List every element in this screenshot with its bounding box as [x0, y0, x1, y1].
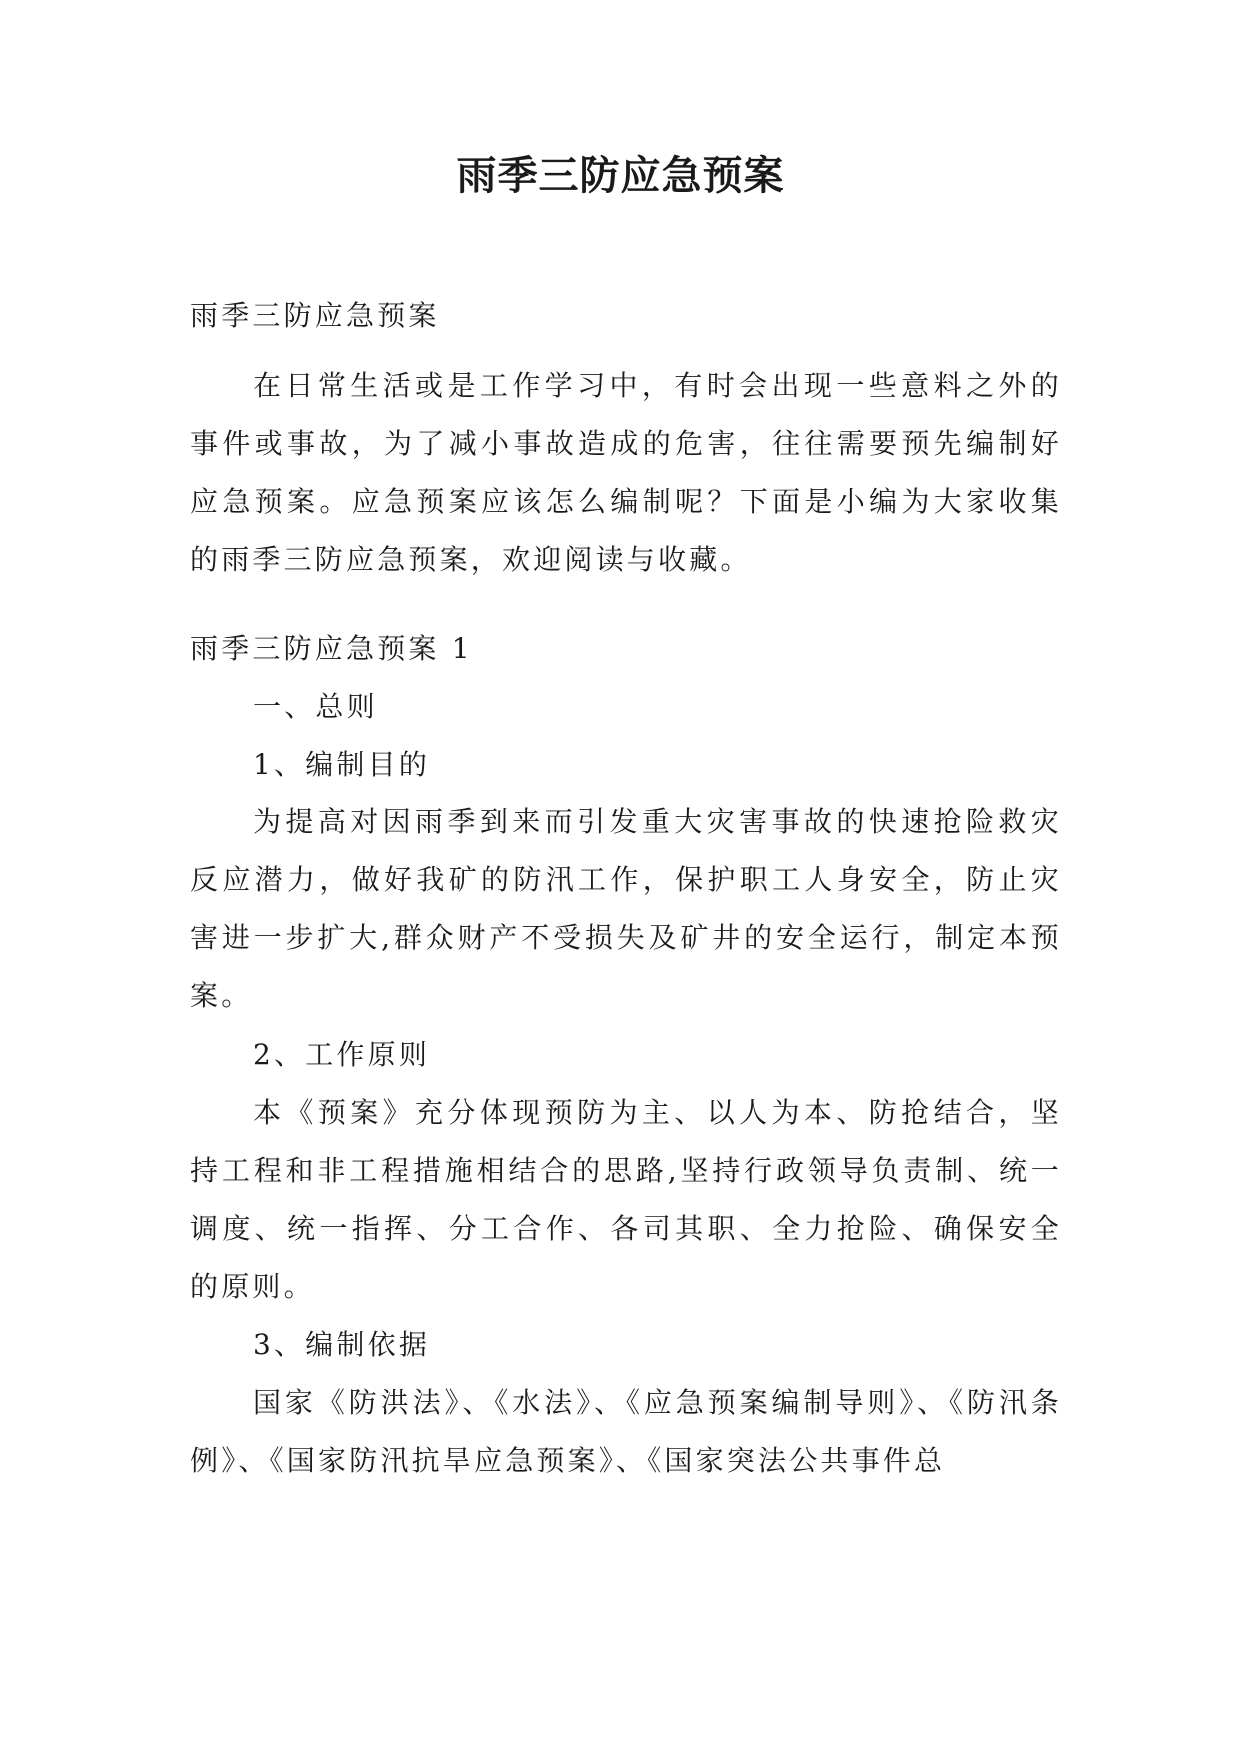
heading-purpose: 1、编制目的: [253, 748, 431, 781]
heading-general: 一、总则: [253, 690, 378, 723]
principle-paragraph: 本《预案》充分体现预防为主、以人为本、防抢结合，坚持工程和非工程措施相结合的思路,坚持行政领导负责制、统一调度、统一指挥、分工合作、各司其职、全力抢险、确保安全的原则。: [190, 1096, 1062, 1303]
document-subtitle: 雨季三防应急预案: [190, 299, 440, 332]
purpose-paragraph: 为提高对因雨季到来而引发重大灾害事故的快速抢险救灾反应潜力，做好我矿的防汛工作，保护职工人身安全，防止灾害进一步扩大,群众财产不受损失及矿井的安全运行，制定本预案。: [190, 805, 1062, 1012]
document-title: 雨季三防应急预案: [456, 153, 785, 199]
intro-paragraph: 在日常生活或是工作学习中，有时会出现一些意料之外的事件或事故，为了减小事故造成的危害，往往需要预先编制好应急预案。应急预案应该怎么编制呢？下面是小编为大家收集的雨季三防应急预案，欢迎阅读与收藏。: [190, 369, 1062, 576]
heading-principle: 2、工作原则: [253, 1038, 431, 1071]
section-title: 雨季三防应急预案 1: [190, 632, 473, 665]
basis-paragraph: 国家《防洪法》、《水法》、《应急预案编制导则》、《防汛条例》、《国家防汛抗旱应急预案》、《国家突法公共事件总: [190, 1386, 1062, 1477]
heading-basis: 3、编制依据: [253, 1328, 431, 1361]
